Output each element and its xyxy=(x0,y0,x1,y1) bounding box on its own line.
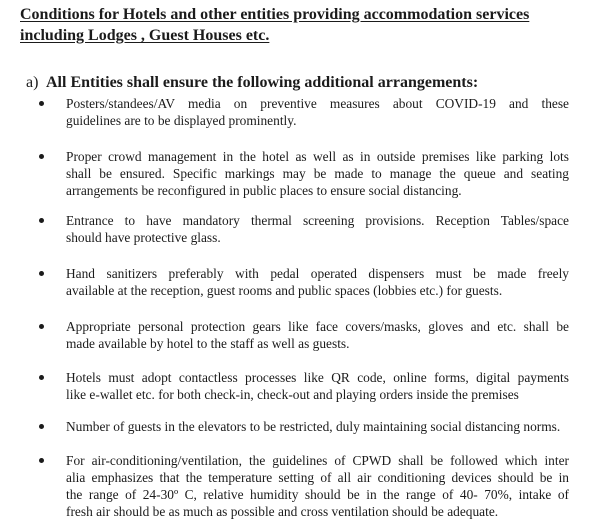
bullet-icon xyxy=(39,218,44,223)
bullet-line: guidelines are to be displayed prominently. xyxy=(66,113,297,128)
document-title-line-2: including Lodges , Guest Houses etc. xyxy=(20,27,270,44)
bullet-line: available at the reception, guest rooms and public spaces (lobbies etc.) for guests. xyxy=(66,283,503,298)
list-item xyxy=(39,95,569,129)
bullet-line: Proper crowd management in the hotel as well as in outside premises like parking lots xyxy=(66,149,569,164)
list-item xyxy=(39,212,569,246)
bullet-line: should have protective glass. xyxy=(66,230,221,245)
list-item xyxy=(39,418,569,435)
section-heading-text: All Entities shall ensure the following additional arrangements: xyxy=(46,74,479,91)
bullet-line: Entrance to have mandatory thermal screening provisions. Reception Tables/space xyxy=(66,213,569,228)
document-title xyxy=(20,4,595,46)
bullet-line: shall be ensured. Specific markings may be made to manage the queue and seating xyxy=(66,166,569,181)
bullet-icon xyxy=(39,101,44,106)
list-item xyxy=(39,265,569,299)
document-title-line-1: Conditions for Hotels and other entities providing accommodation services xyxy=(20,6,530,23)
bullet-line: Hand sanitizers preferably with pedal operated dispensers must be made freely xyxy=(66,266,569,281)
bullet-icon xyxy=(39,271,44,276)
list-item xyxy=(39,452,569,520)
bullet-line: Appropriate personal protection gears like face covers/masks, gloves and etc. shall be xyxy=(66,319,569,334)
bullet-line: the range of 24-30º C, relative humidity should be in the range of 40- 70%, intake of xyxy=(66,487,569,502)
section-marker: a) xyxy=(26,74,39,91)
bullet-icon xyxy=(39,458,44,463)
bullet-line: made available by hotel to the staff as well as guests. xyxy=(66,336,350,351)
bullet-line: Number of guests in the elevators to be restricted, duly maintaining social distancing norms. xyxy=(66,419,561,434)
bullet-line: like e-wallet etc. for both check-in, check-out and playing orders inside the premises xyxy=(66,387,519,402)
bullet-icon xyxy=(39,324,44,329)
section-heading xyxy=(26,73,478,93)
bullet-line: arrangements be reconfigured in public places to ensure social distancing. xyxy=(66,183,462,198)
list-item xyxy=(39,318,569,352)
list-item xyxy=(39,369,569,403)
bullet-line: alia emphasizes that the temperature setting of all air conditioning devices should be in xyxy=(66,470,569,485)
bullet-line: fresh air should be as much as possible and cross ventilation should be adequate. xyxy=(66,504,499,519)
bullet-icon xyxy=(39,424,44,429)
bullet-icon xyxy=(39,375,44,380)
bullet-line: For air-conditioning/ventilation, the guidelines of CPWD shall be followed which inter xyxy=(66,453,569,468)
bullet-line: Posters/standees/AV media on preventive measures about COVID-19 and these xyxy=(66,96,569,111)
bullet-icon xyxy=(39,154,44,159)
bullet-line: Hotels must adopt contactless processes like QR code, online forms, digital payments xyxy=(66,370,569,385)
list-item xyxy=(39,148,569,199)
